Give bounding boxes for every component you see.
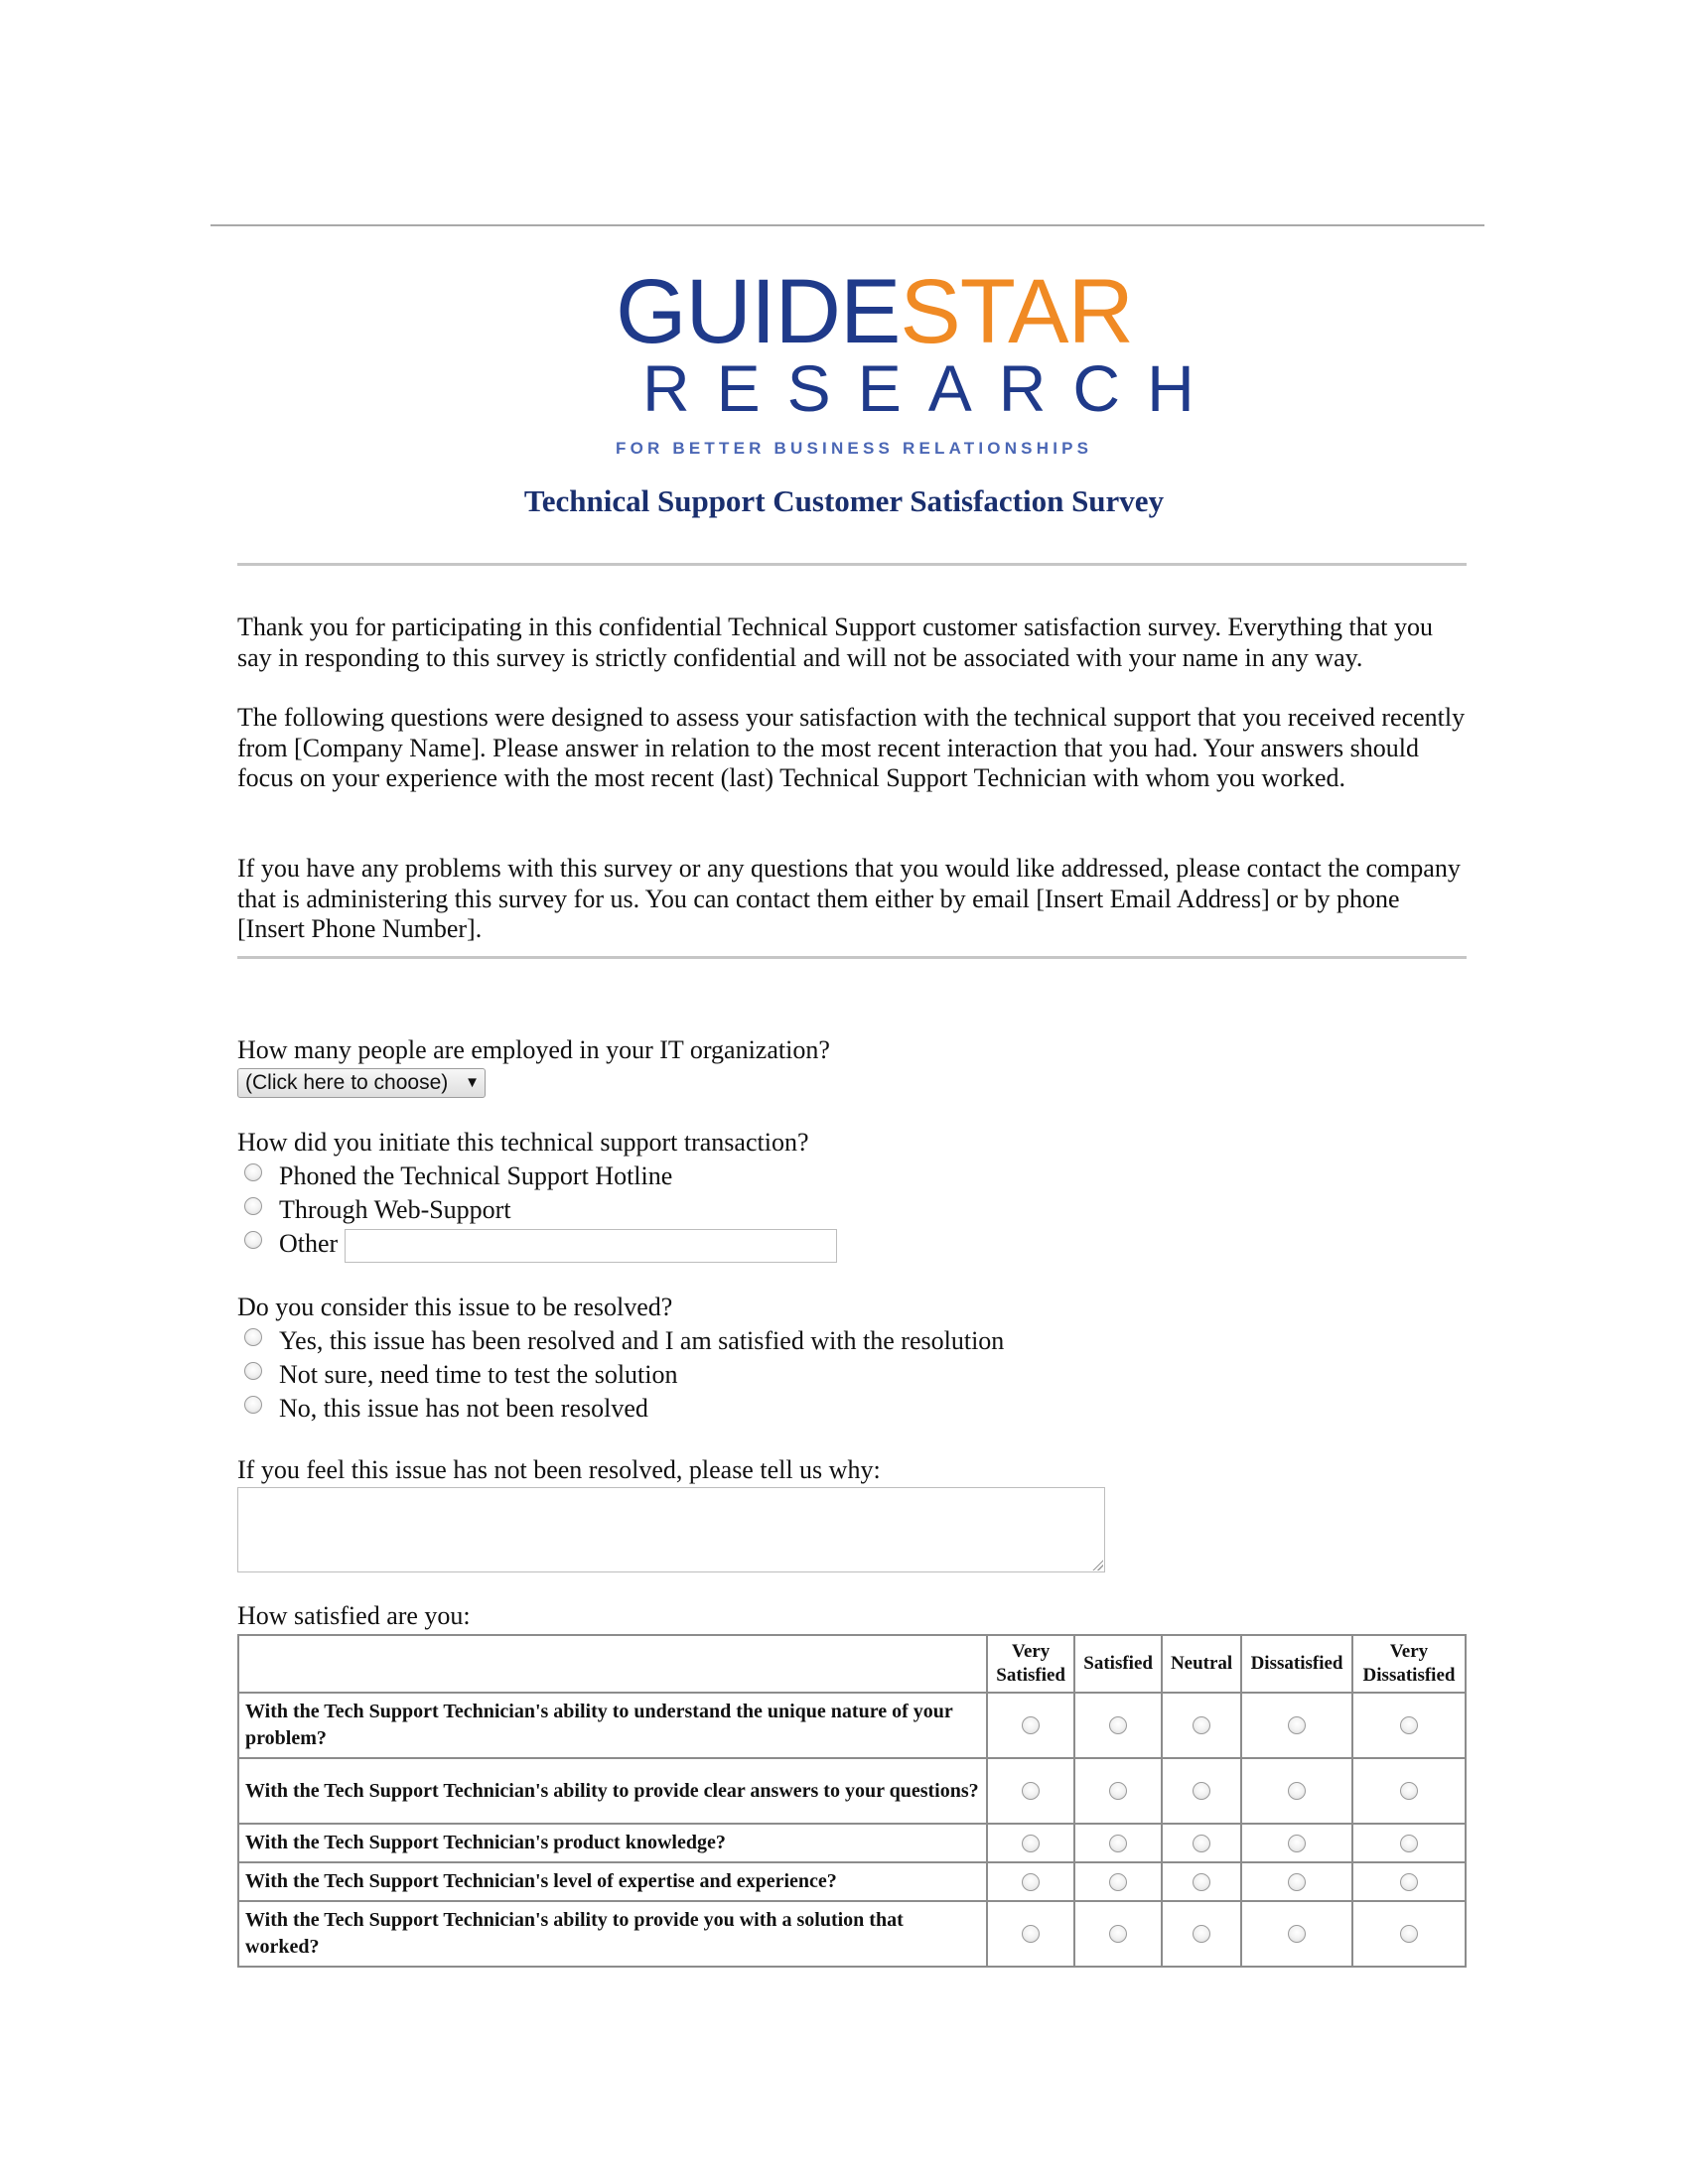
radio-button[interactable] bbox=[1109, 1782, 1127, 1800]
rating-cell bbox=[1241, 1862, 1352, 1901]
option-label: Other bbox=[279, 1229, 339, 1258]
rating-cell bbox=[987, 1901, 1074, 1967]
radio-button[interactable] bbox=[1193, 1835, 1210, 1852]
intro-paragraph-3: If you have any problems with this survey or any questions that you would like addressed, please contact the company that is administering this survey for us. You can contact them either by email [Insert Email Address] or by phone [Insert Phone Number]. bbox=[237, 854, 1461, 943]
rating-cell bbox=[1162, 1758, 1241, 1824]
radio-button[interactable] bbox=[1193, 1873, 1210, 1891]
rating-cell bbox=[987, 1824, 1074, 1862]
rating-cell bbox=[1162, 1693, 1241, 1758]
radio-button[interactable] bbox=[1400, 1873, 1418, 1891]
column-header: Satisfied bbox=[1074, 1635, 1162, 1693]
option-label: Yes, this issue has been resolved and I am satisfied with the resolution bbox=[279, 1326, 1005, 1355]
radio-button[interactable] bbox=[1288, 1835, 1306, 1852]
rating-cell bbox=[1074, 1758, 1162, 1824]
rating-cell bbox=[1241, 1693, 1352, 1758]
column-header: Dissatisfied bbox=[1241, 1635, 1352, 1693]
select-value: (Click here to choose) bbox=[245, 1071, 449, 1094]
row-statement: With the Tech Support Technician's ability to understand the unique nature of your problem? bbox=[238, 1693, 987, 1758]
q3-label: Do you consider this issue to be resolved? bbox=[237, 1293, 673, 1321]
q2-label: How did you initiate this technical support transaction? bbox=[237, 1128, 809, 1157]
q1-label: How many people are employed in your IT organization? bbox=[237, 1035, 830, 1064]
rating-cell bbox=[1352, 1758, 1466, 1824]
radio-button[interactable] bbox=[1022, 1716, 1040, 1734]
radio-button[interactable] bbox=[244, 1328, 262, 1346]
logo-tagline: FOR BETTER BUSINESS RELATIONSHIPS bbox=[616, 439, 1093, 458]
q5-label: How satisfied are you: bbox=[237, 1601, 471, 1630]
rating-cell bbox=[1352, 1693, 1466, 1758]
title-divider bbox=[237, 563, 1467, 566]
row-statement: With the Tech Support Technician's ability to provide clear answers to your questions? bbox=[238, 1758, 987, 1824]
radio-button[interactable] bbox=[1400, 1716, 1418, 1734]
radio-button[interactable] bbox=[1109, 1873, 1127, 1891]
radio-button[interactable] bbox=[1288, 1716, 1306, 1734]
logo-research: RESEARCH bbox=[642, 351, 1221, 425]
rating-cell bbox=[1241, 1758, 1352, 1824]
option-label: Phoned the Technical Support Hotline bbox=[279, 1161, 673, 1190]
column-header: Neutral bbox=[1162, 1635, 1241, 1693]
radio-button[interactable] bbox=[1022, 1925, 1040, 1943]
radio-button[interactable] bbox=[244, 1231, 262, 1249]
column-header: Very Satisfied bbox=[987, 1635, 1074, 1693]
intro-divider bbox=[237, 956, 1467, 959]
option-label: Not sure, need time to test the solution bbox=[279, 1360, 678, 1389]
page-title: Technical Support Customer Satisfaction Survey bbox=[523, 483, 1165, 518]
radio-button[interactable] bbox=[1109, 1835, 1127, 1852]
rating-cell bbox=[1074, 1824, 1162, 1862]
row-statement: With the Tech Support Technician's ability to provide you with a solution that worked? bbox=[238, 1901, 987, 1967]
radio-button[interactable] bbox=[1109, 1716, 1127, 1734]
rating-cell bbox=[1352, 1901, 1466, 1967]
table-row bbox=[238, 1862, 1466, 1901]
guidestar-logo bbox=[616, 261, 1221, 465]
rating-cell bbox=[1162, 1862, 1241, 1901]
radio-button[interactable] bbox=[1022, 1873, 1040, 1891]
rating-cell bbox=[1241, 1824, 1352, 1862]
radio-button[interactable] bbox=[1109, 1925, 1127, 1943]
radio-button[interactable] bbox=[1400, 1782, 1418, 1800]
table-row bbox=[238, 1758, 1466, 1824]
rating-cell bbox=[987, 1693, 1074, 1758]
radio-button[interactable] bbox=[244, 1197, 262, 1215]
rating-cell bbox=[1074, 1693, 1162, 1758]
option-label: No, this issue has not been resolved bbox=[279, 1394, 648, 1423]
radio-button[interactable] bbox=[244, 1163, 262, 1181]
matrix-corner bbox=[238, 1635, 987, 1693]
rating-cell bbox=[987, 1862, 1074, 1901]
employee-count-select[interactable] bbox=[237, 1068, 486, 1098]
rating-cell bbox=[1352, 1824, 1466, 1862]
q4-label: If you feel this issue has not been resolved, please tell us why: bbox=[237, 1455, 881, 1484]
option-label: Through Web-Support bbox=[279, 1195, 511, 1224]
radio-button[interactable] bbox=[1288, 1782, 1306, 1800]
rating-cell bbox=[1074, 1862, 1162, 1901]
radio-button[interactable] bbox=[1288, 1925, 1306, 1943]
row-statement: With the Tech Support Technician's level of expertise and experience? bbox=[238, 1862, 987, 1901]
rating-cell bbox=[1241, 1901, 1352, 1967]
radio-button[interactable] bbox=[1193, 1925, 1210, 1943]
unresolved-reason-textarea[interactable] bbox=[237, 1487, 1105, 1572]
radio-button[interactable] bbox=[244, 1362, 262, 1380]
table-row bbox=[238, 1693, 1466, 1758]
radio-button[interactable] bbox=[1400, 1835, 1418, 1852]
table-row bbox=[238, 1901, 1466, 1967]
radio-button[interactable] bbox=[244, 1396, 262, 1414]
table-row bbox=[238, 1824, 1466, 1862]
satisfaction-matrix bbox=[237, 1634, 1467, 1968]
matrix-header-row bbox=[238, 1635, 1466, 1693]
rating-cell bbox=[1162, 1901, 1241, 1967]
rating-cell bbox=[987, 1758, 1074, 1824]
radio-button[interactable] bbox=[1022, 1835, 1040, 1852]
logo-wordmark: GUIDESTAR bbox=[616, 261, 1133, 362]
rating-cell bbox=[1162, 1824, 1241, 1862]
rating-cell bbox=[1352, 1862, 1466, 1901]
radio-button[interactable] bbox=[1193, 1782, 1210, 1800]
radio-button[interactable] bbox=[1193, 1716, 1210, 1734]
resize-handle-icon[interactable] bbox=[1091, 1559, 1103, 1570]
row-statement: With the Tech Support Technician's product knowledge? bbox=[238, 1824, 987, 1862]
top-rule bbox=[211, 224, 1484, 226]
column-header: Very Dissatisfied bbox=[1352, 1635, 1466, 1693]
radio-button[interactable] bbox=[1400, 1925, 1418, 1943]
intro-paragraph-2: The following questions were designed to assess your satisfaction with the technical support that you received recently from [Company Name]. Please answer in relation to the most recent interaction that you had. Your answers should focus on your experience with the most recent (last) Technical Support Technician with whom you worked. bbox=[237, 703, 1466, 792]
chevron-down-icon: ▼ bbox=[465, 1074, 480, 1091]
other-text-input[interactable] bbox=[345, 1229, 837, 1263]
intro-paragraph-1: Thank you for participating in this confidential Technical Support customer satisfaction survey. Everything that you say in responding to this survey is strictly confidential and will not be associated with your name in any way. bbox=[237, 613, 1433, 672]
radio-button[interactable] bbox=[1022, 1782, 1040, 1800]
rating-cell bbox=[1074, 1901, 1162, 1967]
radio-button[interactable] bbox=[1288, 1873, 1306, 1891]
